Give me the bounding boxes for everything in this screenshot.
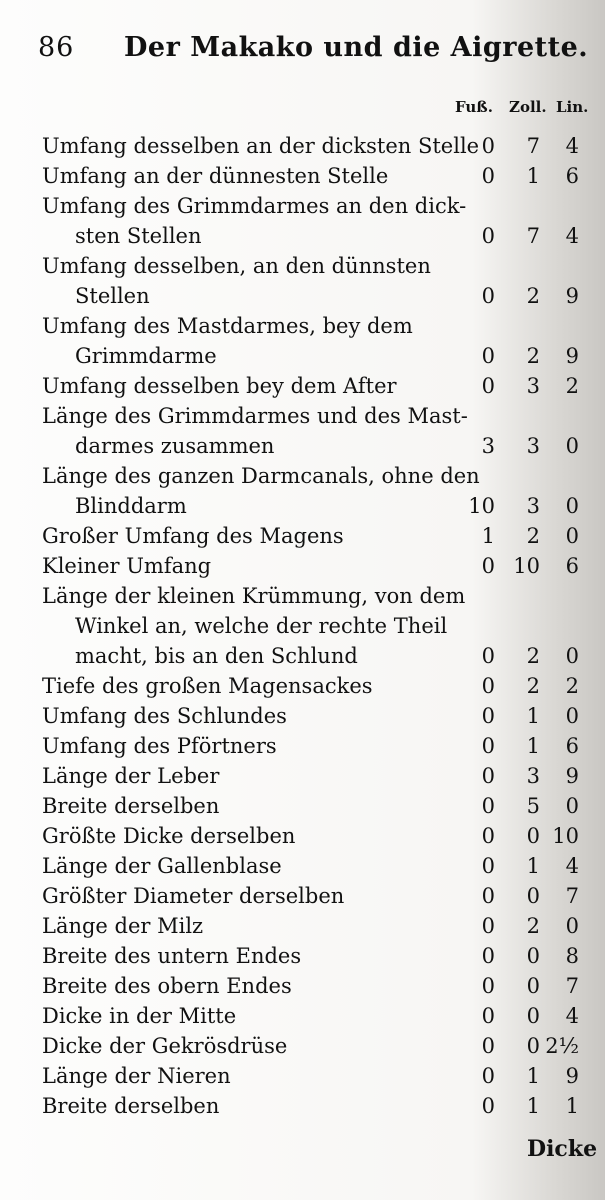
column-header-zoll: Zoll. [509, 98, 547, 116]
table-row [0, 791, 605, 821]
fuss-value: 0 [481, 734, 495, 758]
measurement-label: sten Stellen [75, 224, 202, 248]
lin-value: 2½ [545, 1034, 579, 1058]
measurement-label: Länge des ganzen Darmcanals, ohne den [42, 464, 480, 488]
table-row [0, 1031, 605, 1061]
table-row [0, 671, 605, 701]
column-header-lin: Lin. [556, 98, 589, 116]
zoll-value: 7 [526, 134, 540, 158]
fuss-value: 0 [481, 1034, 495, 1058]
measurement-label: Umfang desselben, an den dünnsten [42, 254, 431, 278]
measurement-label: Größte Dicke derselben [42, 824, 296, 848]
fuss-value: 0 [481, 1094, 495, 1118]
measurement-label: Länge der Leber [42, 764, 220, 788]
fuss-value: 0 [481, 1064, 495, 1088]
table-row [0, 731, 605, 761]
measurement-label: Länge der kleinen Krümmung, von dem [42, 584, 466, 608]
lin-value: 4 [565, 134, 579, 158]
table-row [0, 311, 605, 341]
measurement-label: Umfang desselben bey dem After [42, 374, 397, 398]
measurement-label: Stellen [75, 284, 150, 308]
lin-value: 9 [565, 1064, 579, 1088]
measurement-label: Breite des untern Endes [42, 944, 302, 968]
lin-value: 0 [565, 914, 579, 938]
measurement-label: Tiefe des großen Magensackes [42, 674, 373, 698]
table-row [0, 971, 605, 1001]
table-row [0, 1091, 605, 1121]
zoll-value: 1 [526, 1064, 540, 1088]
fuss-value: 0 [481, 644, 495, 668]
zoll-value: 5 [526, 794, 540, 818]
zoll-value: 0 [526, 824, 540, 848]
measurement-label: Kleiner Umfang [42, 554, 212, 578]
lin-value: 0 [565, 704, 579, 728]
measurement-label: Breite des obern Endes [42, 974, 292, 998]
table-row [0, 1001, 605, 1031]
lin-value: 9 [565, 284, 579, 308]
zoll-value: 0 [526, 944, 540, 968]
fuss-value: 0 [481, 824, 495, 848]
measurement-label: Umfang des Grimmdarmes an den dick- [42, 194, 467, 218]
table-row [0, 371, 605, 401]
table-row [0, 131, 605, 161]
fuss-value: 0 [481, 134, 495, 158]
lin-value: 8 [565, 944, 579, 968]
lin-value: 4 [565, 1004, 579, 1028]
fuss-value: 0 [481, 1004, 495, 1028]
fuss-value: 0 [481, 164, 495, 188]
lin-value: 2 [565, 674, 579, 698]
zoll-value: 2 [526, 914, 540, 938]
column-header-fuss: Fuß. [455, 98, 493, 116]
measurement-label: Länge der Nieren [42, 1064, 231, 1088]
measurement-label: Grimmdarme [75, 344, 217, 368]
zoll-value: 2 [526, 284, 540, 308]
table-row [0, 851, 605, 881]
table-row [0, 461, 605, 491]
table-row [0, 221, 605, 251]
lin-value: 10 [552, 824, 579, 848]
zoll-value: 1 [526, 734, 540, 758]
lin-value: 2 [565, 374, 579, 398]
fuss-value: 3 [481, 434, 495, 458]
fuss-value: 0 [481, 344, 495, 368]
table-row [0, 701, 605, 731]
lin-value: 4 [565, 224, 579, 248]
lin-value: 4 [565, 854, 579, 878]
page-number: 86 [38, 32, 75, 63]
fuss-value: 0 [481, 674, 495, 698]
measurement-label: Winkel an, welche der rechte Theil [75, 614, 448, 638]
lin-value: 7 [565, 974, 579, 998]
measurement-label: Umfang desselben an der dicksten Stelle [42, 134, 480, 158]
fuss-value: 1 [481, 524, 495, 548]
table-row [0, 341, 605, 371]
table-row [0, 491, 605, 521]
zoll-value: 0 [526, 1004, 540, 1028]
measurement-label: Länge der Milz [42, 914, 204, 938]
catchword: Dicke [527, 1136, 598, 1162]
zoll-value: 1 [526, 164, 540, 188]
zoll-value: 1 [526, 1094, 540, 1118]
lin-value: 1 [565, 1094, 579, 1118]
fuss-value: 0 [481, 884, 495, 908]
table-row [0, 191, 605, 221]
lin-value: 0 [565, 794, 579, 818]
measurement-label: Umfang des Mastdarmes, bey dem [42, 314, 413, 338]
measurement-label: Breite derselben [42, 1094, 220, 1118]
zoll-value: 3 [526, 434, 540, 458]
table-row [0, 881, 605, 911]
measurement-label: Blinddarm [75, 494, 187, 518]
zoll-value: 10 [513, 554, 540, 578]
zoll-value: 0 [526, 1034, 540, 1058]
fuss-value: 10 [468, 494, 495, 518]
measurement-label: macht, bis an den Schlund [75, 644, 358, 668]
zoll-value: 2 [526, 344, 540, 368]
measurement-label: Größter Diameter derselben [42, 884, 345, 908]
fuss-value: 0 [481, 554, 495, 578]
zoll-value: 2 [526, 674, 540, 698]
table-row [0, 521, 605, 551]
zoll-value: 1 [526, 704, 540, 728]
measurement-label: Großer Umfang des Magens [42, 524, 344, 548]
running-title: Der Makako und die Aigrette. [124, 32, 589, 63]
measurement-table [0, 131, 605, 1121]
table-row [0, 251, 605, 281]
zoll-value: 3 [526, 374, 540, 398]
table-row [0, 911, 605, 941]
table-row [0, 401, 605, 431]
fuss-value: 0 [481, 914, 495, 938]
lin-value: 0 [565, 524, 579, 548]
fuss-value: 0 [481, 374, 495, 398]
page-header [38, 32, 589, 72]
measurement-label: Dicke in der Mitte [42, 1004, 237, 1028]
fuss-value: 0 [481, 764, 495, 788]
table-row [0, 761, 605, 791]
table-row [0, 821, 605, 851]
table-row [0, 641, 605, 671]
table-row [0, 431, 605, 461]
zoll-value: 2 [526, 644, 540, 668]
measurement-label: Länge des Grimmdarmes und des Mast- [42, 404, 468, 428]
lin-value: 0 [565, 644, 579, 668]
fuss-value: 0 [481, 794, 495, 818]
lin-value: 6 [565, 734, 579, 758]
zoll-value: 3 [526, 494, 540, 518]
measurement-label: Länge der Gallenblase [42, 854, 282, 878]
zoll-value: 1 [526, 854, 540, 878]
table-row [0, 611, 605, 641]
zoll-value: 3 [526, 764, 540, 788]
lin-value: 6 [565, 554, 579, 578]
table-row [0, 161, 605, 191]
measurement-label: Umfang des Schlundes [42, 704, 287, 728]
measurement-label: Umfang an der dünnesten Stelle [42, 164, 389, 188]
lin-value: 9 [565, 344, 579, 368]
table-row [0, 941, 605, 971]
lin-value: 0 [565, 434, 579, 458]
measurement-label: darmes zusammen [75, 434, 275, 458]
zoll-value: 0 [526, 884, 540, 908]
zoll-value: 7 [526, 224, 540, 248]
lin-value: 6 [565, 164, 579, 188]
zoll-value: 2 [526, 524, 540, 548]
measurement-label: Umfang des Pförtners [42, 734, 277, 758]
fuss-value: 0 [481, 224, 495, 248]
lin-value: 0 [565, 494, 579, 518]
table-row [0, 551, 605, 581]
table-row [0, 281, 605, 311]
fuss-value: 0 [481, 704, 495, 728]
fuss-value: 0 [481, 974, 495, 998]
fuss-value: 0 [481, 284, 495, 308]
table-row [0, 581, 605, 611]
zoll-value: 0 [526, 974, 540, 998]
fuss-value: 0 [481, 854, 495, 878]
lin-value: 7 [565, 884, 579, 908]
fuss-value: 0 [481, 944, 495, 968]
measurement-label: Dicke der Gekrösdrüse [42, 1034, 288, 1058]
measurement-label: Breite derselben [42, 794, 220, 818]
lin-value: 9 [565, 764, 579, 788]
column-headers [0, 98, 605, 122]
table-row [0, 1061, 605, 1091]
